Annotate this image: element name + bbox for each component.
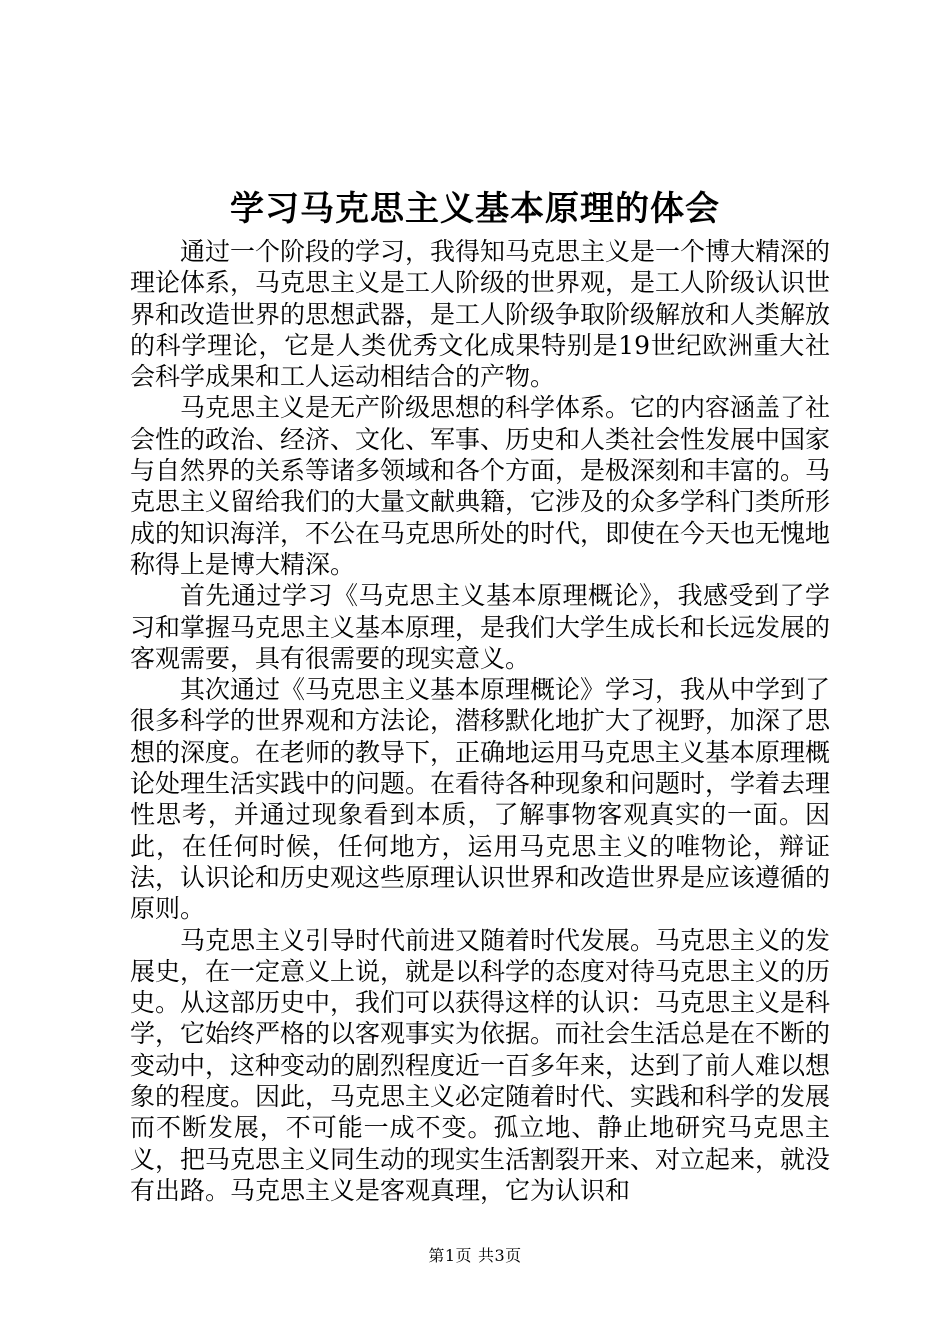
- paragraph-4: 其次通过《马克思主义基本原理概论》学习，我从中学到了很多科学的世界观和方法论，潜移默化地扩大了视野，加深了思想的深度。在老师的教导下，正确地运用马克思主义基本原理概论处理生活实践中的问题。在看待各种现象和问题时，学着去理性思考，并通过现象看到本质，了解事物客观真实的一面。因此，在任何时候，任何地方，运用马克思主义的唯物论，辩证法，认识论和历史观这些原理认识世界和改造世界是应该遵循的原则。: [130, 675, 831, 924]
- page-total: 共3页: [478, 1246, 522, 1265]
- paragraph-2: 马克思主义是无产阶级思想的科学体系。它的内容涵盖了社会性的政治、经济、文化、军事、历史和人类社会性发展中国家与自然界的关系等诸多领域和各个方面，是极深刻和丰富的。马克思主义留给我们的大量文献典籍，它涉及的众多学科门类所形成的知识海洋，不公在马克思所处的时代，即使在今天也无愧地称得上是博大精深。: [130, 393, 831, 579]
- page-number: 第1页: [428, 1246, 472, 1265]
- paragraph-1: 通过一个阶段的学习，我得知马克思主义是一个博大精深的理论体系，马克思主义是工人阶级的世界观，是工人阶级认识世界和改造世界的思想武器，是工人阶级争取阶级解放和人类解放的科学理论，它是人类优秀文化成果特别是19世纪欧洲重大社会科学成果和工人运动相结合的产物。: [130, 237, 831, 392]
- paragraph-3: 首先通过学习《马克思主义基本原理概论》，我感受到了学习和掌握马克思主义基本原理，是我们大学生成长和长远发展的客观需要，具有很需要的现实意义。: [130, 581, 831, 673]
- page-footer: [0, 1244, 950, 1268]
- paragraph-5: 马克思主义引导时代前进又随着时代发展。马克思主义的发展史，在一定意义上说，就是以科学的态度对待马克思主义的历史。从这部历史中，我们可以获得这样的认识：马克思主义是科学，它始终严格的以客观事实为依据。而社会生活总是在不断的变动中，这种变动的剧烈程度近一百多年来，达到了前人难以想象的程度。因此，马克思主义必定随着时代、实践和科学的发展而不断发展，不可能一成不变。孤立地、静止地研究马克思主义，把马克思主义同生动的现实生活割裂开来、对立起来，就没有出路。马克思主义是客观真理，它为认识和: [130, 925, 831, 1205]
- document-body: [130, 236, 830, 1206]
- document-title: 学习马克思主义基本原理的体会: [230, 189, 720, 229]
